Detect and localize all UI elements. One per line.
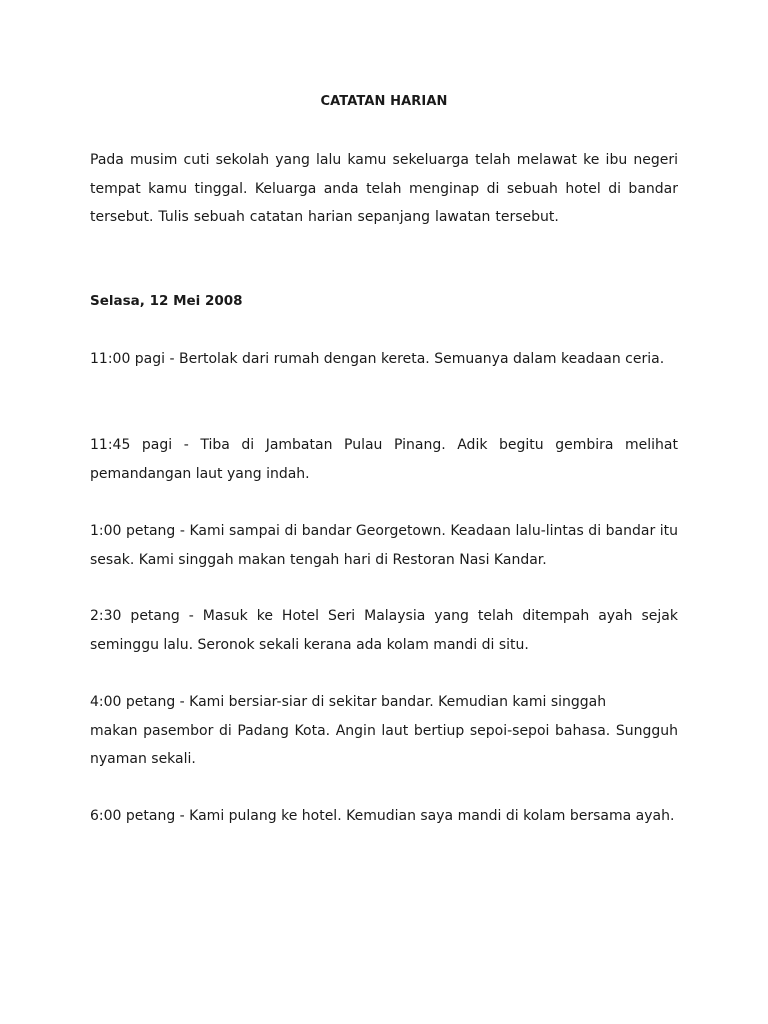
diary-entry: 11:00 pagi - Bertolak dari rumah dengan kereta. Semuanya dalam keadaan ceria. — [90, 351, 665, 367]
diary-entry: 2:30 petang - Masuk ke Hotel Seri Malaysia yang telah ditempah ayah sejak seminggu lalu. Seronok sekali kerana ada kolam mandi di situ. — [90, 608, 678, 653]
diary-entry-continuation: makan pasembor di Padang Kota. Angin laut bertiup sepoi-sepoi bahasa. Sungguh nyaman sekali. — [90, 722, 678, 767]
diary-entry — [90, 688, 678, 774]
diary-entry: 6:00 petang - Kami pulang ke hotel. Kemudian saya mandi di kolam bersama ayah. — [90, 808, 675, 824]
instructions-paragraph: Pada musim cuti sekolah yang lalu kamu sekeluarga telah melawat ke ibu negeri tempat kamu tinggal. Keluarga anda telah menginap di sebuah hotel di bandar tersebut. Tulis sebuah catatan harian sepanjang lawatan tersebut. — [90, 152, 678, 225]
diary-entry-first-line: 4:00 petang - Kami bersiar-siar di sekitar bandar. Kemudian kami singgah — [90, 694, 607, 710]
diary-entry: 1:00 petang - Kami sampai di bandar Georgetown. Keadaan lalu-lintas di bandar itu sesak. Kami singgah makan tengah hari di Restoran Nasi Kandar. — [90, 523, 678, 568]
entry-date: Selasa, 12 Mei 2008 — [90, 293, 243, 309]
document-title: CATATAN HARIAN — [320, 94, 448, 109]
diary-entry: 11:45 pagi - Tiba di Jambatan Pulau Pinang. Adik begitu gembira melihat pemandangan laut yang indah. — [90, 437, 678, 482]
